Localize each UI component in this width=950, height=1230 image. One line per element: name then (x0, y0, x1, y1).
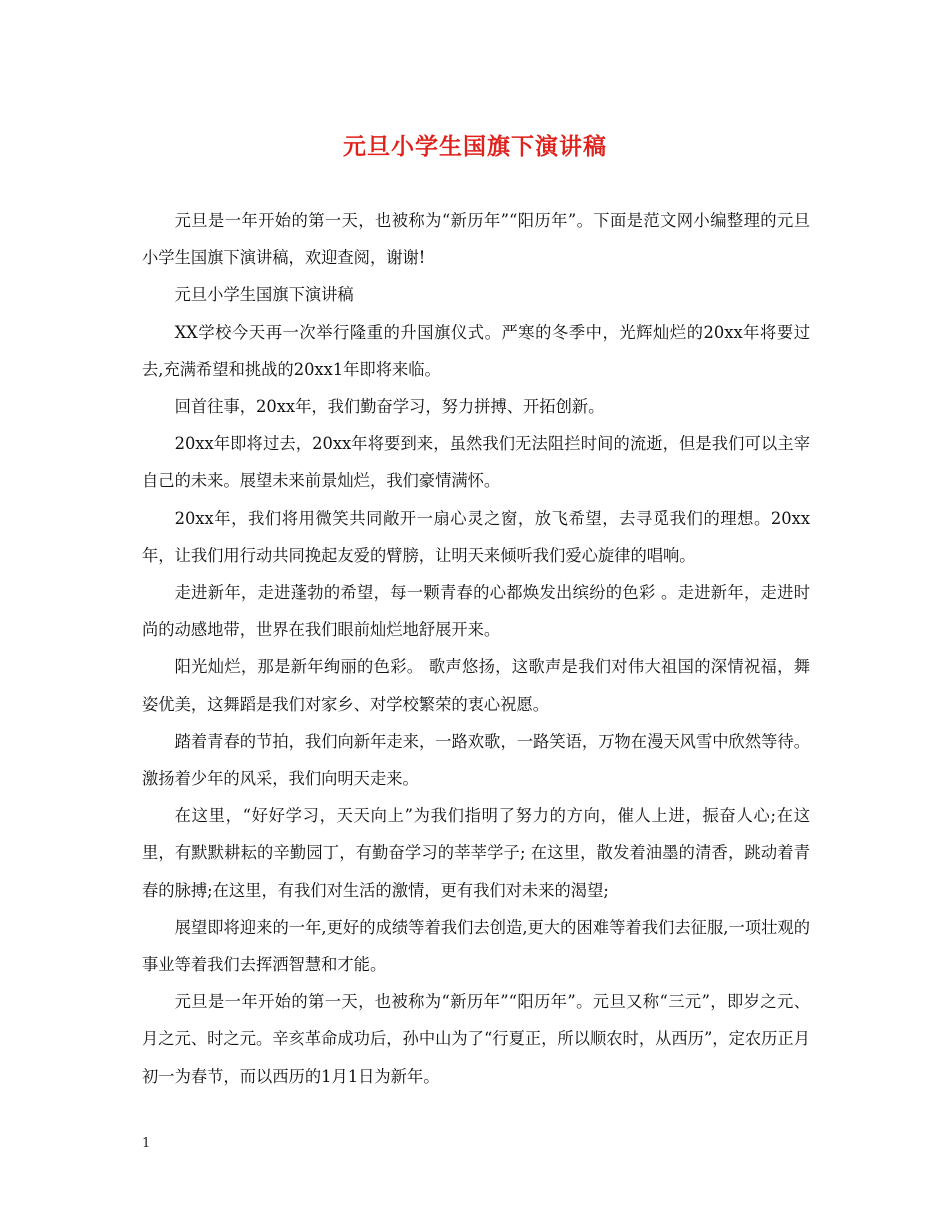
paragraph-yuandan: 元旦是一年开始的第一天，也被称为“新历年”“阳历年”。元旦又称“三元”，即岁之元、月之元、时之元。辛亥革命成功后，孙中山为了“行夏正，所以顺农时，从西历”，定农历正月初一为春节，而以西历的1月1日为新年。 (142, 992, 810, 1086)
paragraph-review: 回首往事，20xx年，我们勤奋学习，努力拼搏、开拓创新。 (174, 397, 605, 417)
paragraph-intro: 元旦是一年开始的第一天，也被称为“新历年”“阳历年”。下面是范文网小编整理的元旦小学生国旗下演讲稿，欢迎查阅，谢谢! (142, 211, 810, 268)
paragraph-ceremony: XX学校今天再一次举行隆重的升国旗仪式。严寒的冬季中，光辉灿烂的20xx年将要过去,充满希望和挑战的20xx1年即将来临。 (142, 322, 810, 379)
paragraph-new-year: 走进新年，走进蓬勃的希望，每一颗青春的心都焕发出缤纷的色彩 。走进新年，走进时尚的动感地带，世界在我们眼前灿烂地舒展开来。 (142, 583, 810, 640)
document-body (142, 202, 810, 1095)
paragraph-subtitle: 元旦小学生国旗下演讲稿 (174, 285, 354, 305)
paragraph-future: 20xx年即将过去，20xx年将要到来，虽然我们无法阻拦时间的流逝，但是我们可以主宰自己的未来。展望未来前景灿烂，我们豪情满怀。 (142, 434, 810, 491)
paragraph-youth: 踏着青春的节拍，我们向新年走来，一路欢歌，一路笑语，万物在漫天风雪中欣然等待。激扬着少年的风采，我们向明天走来。 (142, 731, 810, 789)
paragraph-here: 在这里，“好好学习，天天向上”为我们指明了努力的方向，催人上进，振奋人心;在这里，有默默耕耘的辛勤园丁，有勤奋学习的莘莘学子; 在这里，散发着油墨的清香，跳动着青春的脉搏;在这里，有我们对生活的激情，更有我们对未来的渴望; (142, 806, 810, 900)
page-number: 1 (142, 1136, 151, 1151)
paragraph-sunshine: 阳光灿烂，那是新年绚丽的色彩。 歌声悠扬，这歌声是我们对伟大祖国的深情祝福，舞姿优美，这舞蹈是我们对家乡、对学校繁荣的衷心祝愿。 (142, 657, 810, 714)
page-title: 元旦小学生国旗下演讲稿 (343, 133, 607, 160)
paragraph-outlook: 展望即将迎来的一年,更好的成绩等着我们去创造,更大的困难等着我们去征服,一项壮观的事业等着我们去挥洒智慧和才能。 (142, 917, 810, 975)
paragraph-smile: 20xx年，我们将用微笑共同敞开一扇心灵之窗，放飞希望，去寻觅我们的理想。20xx年，让我们用行动共同挽起友爱的臂膀，让明天来倾听我们爱心旋律的唱响。 (142, 508, 810, 565)
